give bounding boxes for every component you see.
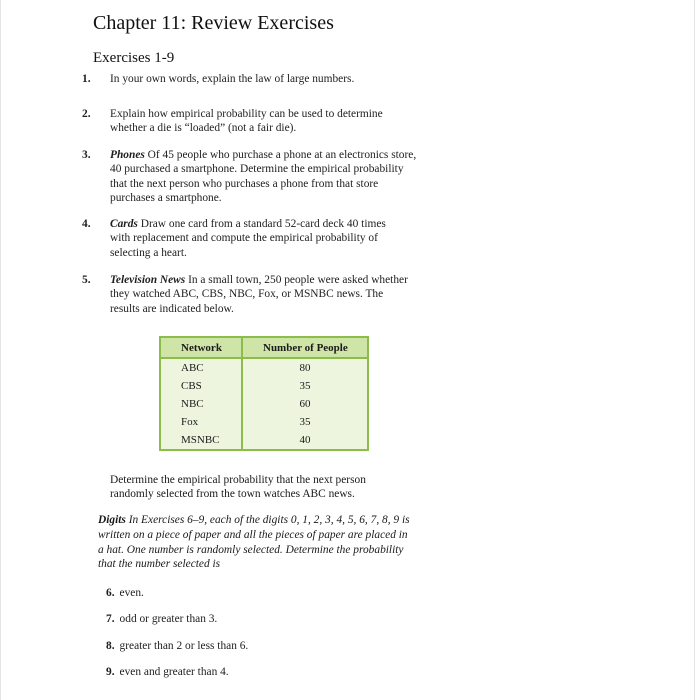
exercise-number: 3. — [82, 149, 91, 161]
exercise-1 — [82, 72, 426, 86]
exercise-number: 7. — [106, 613, 115, 625]
table-row — [160, 395, 368, 413]
exercise-text: In your own words, explain the law of large numbers. — [110, 73, 355, 85]
network-cell: ABC — [181, 362, 204, 374]
table-row — [160, 358, 368, 377]
exercise-text: Draw one card from a standard 52-card deck 40 times with replacement and compute the empirical probability of selecting a heart. — [110, 218, 386, 259]
network-cell: MSNBC — [181, 434, 220, 446]
exercise-title: Cards — [110, 218, 138, 230]
exercise-number: 2. — [82, 108, 91, 120]
exercise-9 — [106, 666, 229, 678]
exercise-2 — [82, 107, 414, 136]
exercise-text: even and greater than 4. — [119, 666, 229, 678]
exercise-4 — [82, 217, 396, 260]
exercise-text: greater than 2 or less than 6. — [119, 640, 249, 652]
exercise-number: 1. — [82, 73, 91, 85]
network-cell: Fox — [181, 416, 199, 428]
column-header-network: Network — [160, 337, 242, 358]
exercise-text: even. — [119, 587, 144, 599]
digits-title: Digits — [98, 514, 126, 526]
exercise-text: Explain how empirical probability can be used to determine whether a die is “loaded” (not a fair die). — [110, 108, 383, 135]
exercise-7 — [106, 613, 217, 625]
table-row — [160, 377, 368, 395]
page-title: Chapter 11: Review Exercises — [93, 12, 334, 34]
exercise-number: 6. — [106, 587, 115, 599]
exercise-title: Television News — [110, 274, 186, 286]
count-cell: 35 — [242, 377, 368, 395]
digits-instructions — [98, 513, 413, 572]
exercise-number: 4. — [82, 218, 91, 230]
exercise-number: 9. — [106, 666, 115, 678]
exercise-number: 5. — [82, 274, 91, 286]
followup-question: Determine the empirical probability that the next person randomly selected from the town watches ABC news. — [110, 474, 366, 501]
exercise-8 — [106, 640, 248, 652]
exercise-text: odd or greater than 3. — [119, 613, 218, 625]
section-heading: Exercises 1-9 — [93, 50, 175, 66]
count-cell: 35 — [242, 413, 368, 431]
exercise-5 — [82, 273, 408, 316]
exercise-title: Phones — [110, 149, 145, 161]
table-row — [160, 413, 368, 431]
digits-text: In Exercises 6–9, each of the digits 0, 1, 2, 3, 4, 5, 6, 7, 8, 9 is written on a piece of paper and all the pieces of paper are placed in a hat. One number is randomly selected. Determine the probability that the number selected is — [98, 514, 410, 571]
count-cell: 60 — [242, 395, 368, 413]
column-header-count: Number of People — [242, 337, 368, 358]
exercise-number: 8. — [106, 640, 115, 652]
network-cell: NBC — [181, 398, 204, 410]
exercise-text: Of 45 people who purchase a phone at an electronics store, 40 purchased a smartphone. Determine the empirical probability that the next person who purchases a phone from that store purchases a smartphone. — [110, 149, 417, 205]
count-cell: 40 — [242, 431, 368, 450]
table-header-row — [160, 337, 368, 358]
exercise-text: In a small town, 250 people were asked whether they watched ABC, CBS, NBC, Fox, or MSNBC news. The results are indicated below. — [110, 274, 408, 315]
network-cell: CBS — [181, 380, 202, 392]
network-table — [159, 336, 369, 451]
table-row — [160, 431, 368, 450]
count-cell: 80 — [242, 358, 368, 377]
exercise-3 — [82, 148, 418, 206]
exercise-6 — [106, 587, 144, 599]
